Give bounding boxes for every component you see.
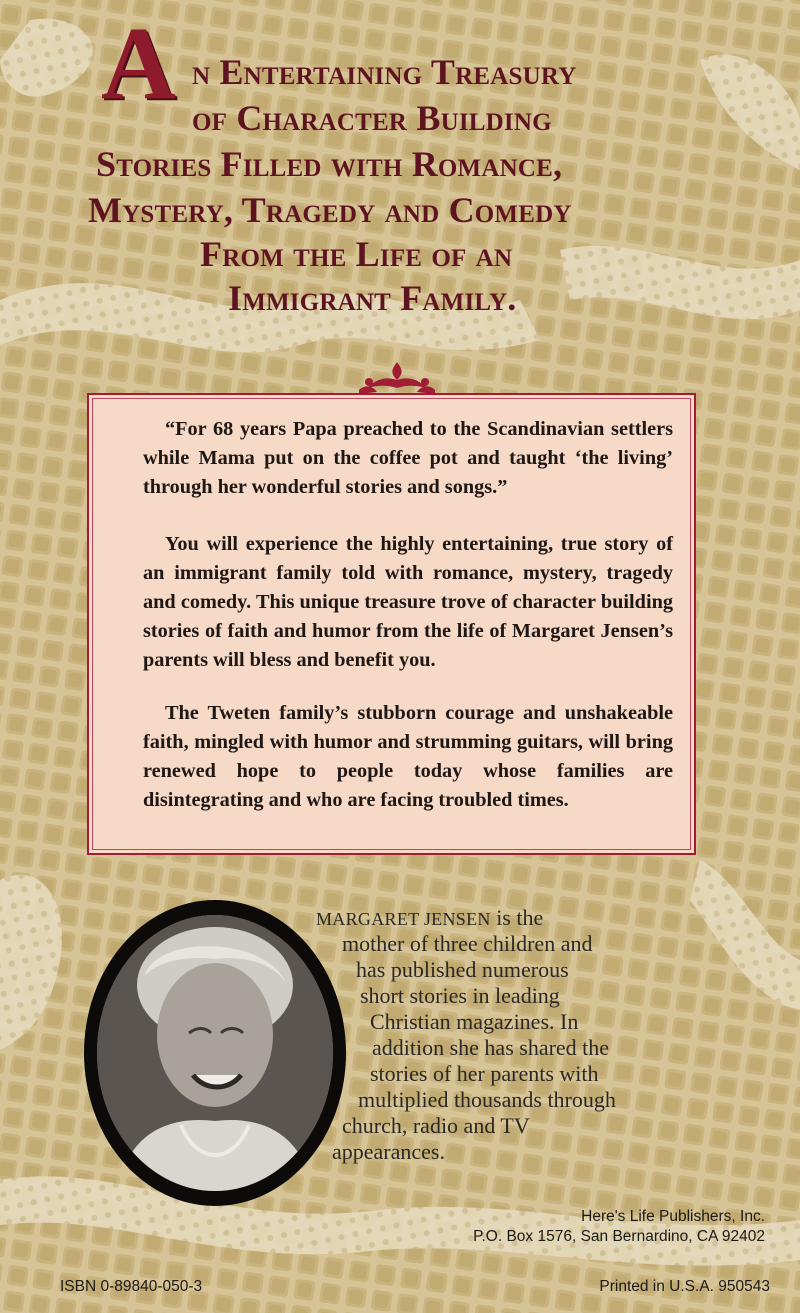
floral-ornament-icon — [355, 358, 439, 398]
blurb-paragraph-family: The Tweten family’s stubborn courage and unshakeable faith, mingled with humor and strumming guitars, will bring renewed hope to people today whose families are disintegrating and who are facing troubled times. — [143, 702, 673, 811]
author-name: MARGARET JENSEN — [316, 909, 491, 929]
bio-line-4: short stories in leading — [360, 983, 560, 1008]
headline-drop-cap: A — [101, 6, 177, 121]
headline-line-3: Stories Filled with Romance, — [96, 144, 563, 184]
bio-line-1: is the — [490, 905, 544, 930]
publisher-address: P.O. Box 1576, San Bernardino, CA 92402 — [473, 1228, 765, 1245]
bio-line-6: addition she has shared the — [372, 1035, 610, 1060]
headline-line-1: n Entertaining Treasury — [192, 52, 577, 92]
headline-line-2: of Character Building — [192, 98, 552, 138]
blurb-box — [87, 393, 696, 855]
headline-line-6: Immigrant Family. — [228, 278, 517, 318]
printed-note: Printed in U.S.A. 950543 — [599, 1278, 770, 1295]
bio-line-9: church, radio and TV — [342, 1113, 530, 1138]
bio-line-3: has published numerous — [356, 957, 569, 982]
bio-line-5: Christian magazines. In — [370, 1009, 579, 1034]
blurb-paragraph-experience: You will experience the highly entertaining, true story of an immigrant family told with romance, mystery, tragedy and comedy. This unique treasure trove of character building stories of faith and humor from the life of Margaret Jensen’s parents will bless and benefit you. — [143, 533, 673, 671]
blurb-paragraph-quote: “For 68 years Papa preached to the Scandinavian settlers while Mama put on the coffee pot and taught ‘the living’ through her wonderful stories and songs.” — [143, 418, 673, 498]
bio-line-7: stories of her parents with — [370, 1061, 599, 1086]
bio-line-8: multiplied thousands through — [358, 1087, 616, 1112]
publisher-name: Here's Life Publishers, Inc. — [581, 1208, 765, 1225]
headline-line-5: From the Life of an — [200, 234, 513, 274]
headline-line-4: Mystery, Tragedy and Comedy — [88, 190, 572, 230]
bio-line-10: appearances. — [332, 1139, 445, 1164]
isbn: ISBN 0-89840-050-3 — [60, 1278, 203, 1295]
author-photo — [97, 915, 333, 1191]
bio-line-2: mother of three children and — [342, 931, 593, 956]
